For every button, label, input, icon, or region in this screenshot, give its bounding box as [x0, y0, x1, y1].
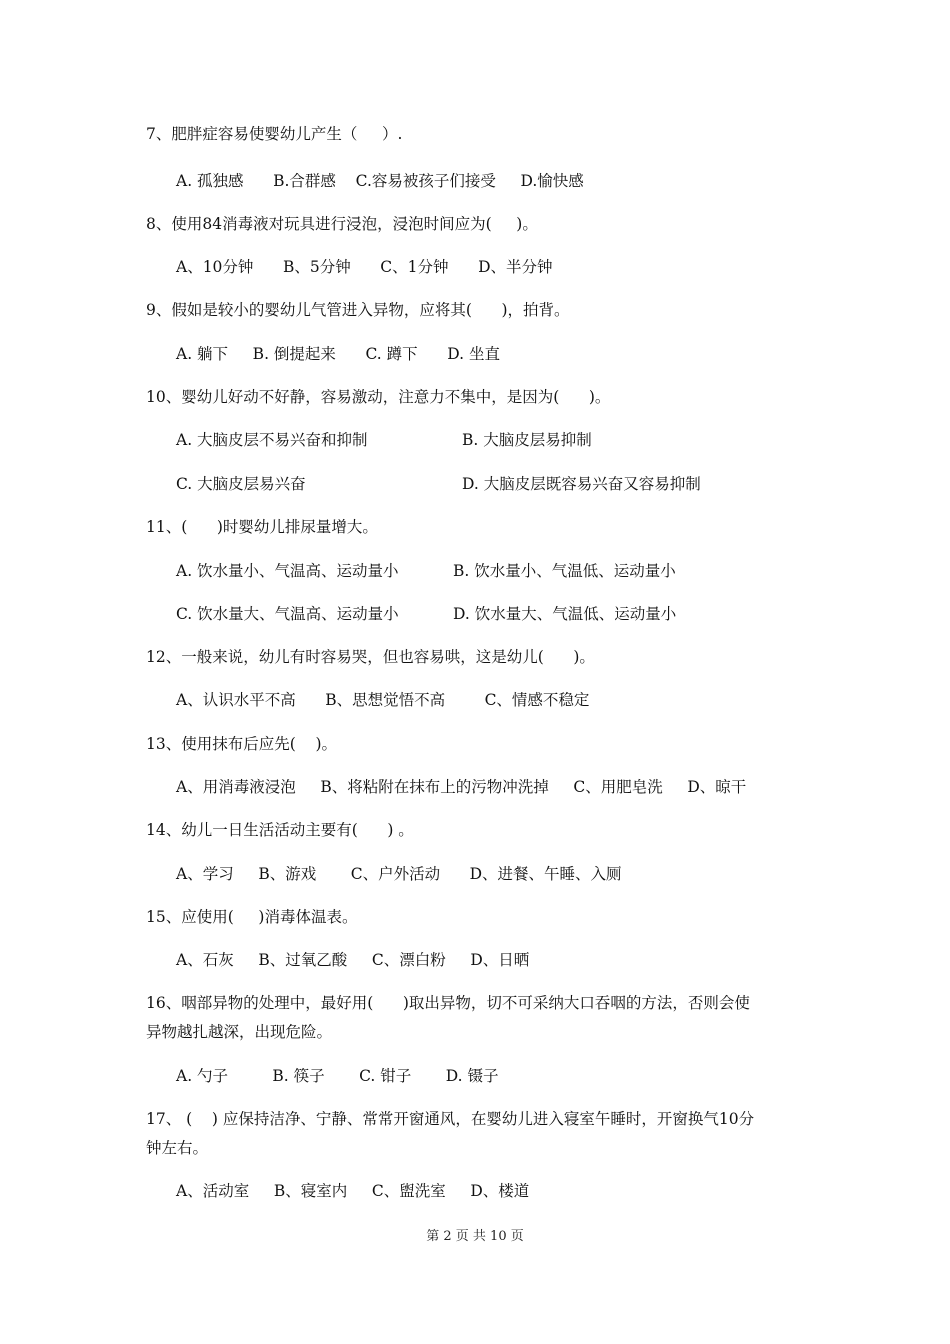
question-10-option-c: C. 大脑皮层易兴奋 — [176, 475, 306, 493]
question-12-options: A、认识水平不高 B、思想觉悟不高 C、情感不稳定 — [176, 691, 590, 709]
question-15-options: A、石灰 B、过氧乙酸 C、漂白粉 D、日晒 — [176, 951, 530, 969]
question-10-option-b: B. 大脑皮层易抑制 — [462, 431, 592, 449]
question-14-stem: 14、幼儿一日生活活动主要有( ) 。 — [146, 821, 414, 839]
question-11-option-d: D. 饮水量大、气温低、运动量小 — [453, 605, 677, 623]
question-17-options: A、活动室 B、寝室内 C、盥洗室 D、楼道 — [176, 1182, 530, 1200]
question-7-stem: 7、肥胖症容易使婴幼儿产生（ ）. — [146, 125, 403, 143]
question-17-stem-line-1: 17、 ( ) 应保持洁净、宁静、常常开窗通风，在婴幼儿进入寝室午睡时，开窗换气10分 — [146, 1110, 755, 1128]
question-11-option-b: B. 饮水量小、气温低、运动量小 — [453, 562, 676, 580]
question-17-stem-line-2: 钟左右。 — [146, 1139, 209, 1157]
question-10-stem: 10、婴幼儿好动不好静，容易激动，注意力不集中，是因为( )。 — [146, 388, 611, 406]
question-12-stem: 12、一般来说，幼儿有时容易哭，但也容易哄，这是幼儿( )。 — [146, 648, 595, 666]
page-number-footer: 第 2 页 共 10 页 — [426, 1229, 524, 1244]
question-11-option-a: A. 饮水量小、气温高、运动量小 — [176, 562, 399, 580]
question-9-stem: 9、假如是较小的婴幼儿气管进入异物，应将其( )，拍背。 — [146, 301, 570, 319]
question-14-options: A、学习 B、游戏 C、户外活动 D、进餐、午睡、入厕 — [176, 865, 622, 883]
question-8-options: A、10分钟 B、5分钟 C、1分钟 D、半分钟 — [176, 258, 553, 276]
question-13-stem: 13、使用抹布后应先( )。 — [146, 735, 338, 753]
question-15-stem: 15、应使用( )消毒体温表。 — [146, 908, 358, 926]
question-8-stem: 8、使用84消毒液对玩具进行浸泡，浸泡时间应为( )。 — [146, 215, 538, 233]
question-11-stem: 11、( )时婴幼儿排尿量增大。 — [146, 518, 378, 536]
question-13-options: A、用消毒液浸泡 B、将粘附在抹布上的污物冲洗掉 C、用肥皂洗 D、晾干 — [176, 778, 747, 796]
question-9-options: A. 躺下 B. 倒提起来 C. 蹲下 D. 坐直 — [176, 345, 500, 363]
question-16-options: A. 勺子 B. 筷子 C. 钳子 D. 镊子 — [176, 1067, 499, 1085]
question-10-option-d: D. 大脑皮层既容易兴奋又容易抑制 — [462, 475, 701, 493]
question-10-option-a: A. 大脑皮层不易兴奋和抑制 — [176, 431, 368, 449]
question-16-stem-line-1: 16、咽部异物的处理中，最好用( )取出异物，切不可采纳大口吞咽的方法，否则会使 — [146, 994, 750, 1012]
question-16-stem-line-2: 异物越扎越深，出现危险。 — [146, 1023, 333, 1041]
question-7-options: A. 孤独感 B.合群感 C.容易被孩子们接受 D.愉快感 — [176, 172, 584, 190]
question-11-option-c: C. 饮水量大、气温高、运动量小 — [176, 605, 399, 623]
